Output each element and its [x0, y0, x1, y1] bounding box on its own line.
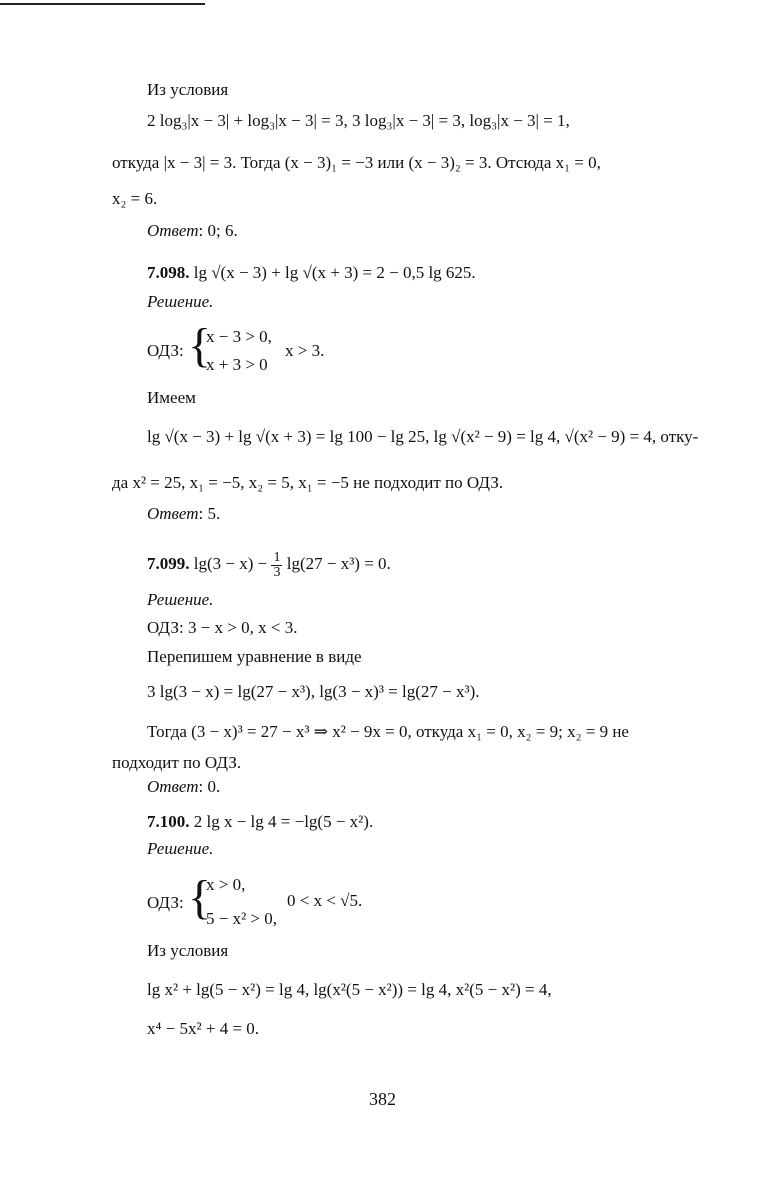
odz-condition: 5 − x² > 0, [206, 909, 278, 928]
page-number: 382 [369, 1089, 396, 1109]
answer-label: Ответ [147, 221, 199, 240]
odz-label: ОДЗ: [147, 893, 184, 912]
fraction-numerator: 1 [273, 549, 281, 565]
problem-number: 7.099. [147, 554, 190, 573]
system-brace: { [188, 319, 212, 372]
problem-number: 7.098. [147, 263, 190, 282]
top-rule [0, 3, 205, 5]
problem-7-098 [147, 262, 476, 284]
text-line: да x² = 25, x₁ = −5, x₂ = 5, x₁ = −5 не подходит по ОДЗ. [112, 473, 504, 492]
text-line: x₂ = 6. [112, 189, 158, 208]
solution-label: Решение. [147, 590, 214, 609]
problem-equation: lg √(x − 3) + lg √(x + 3) = 2 − 0,5 lg 625. [193, 263, 476, 282]
equation-line: 3 lg(3 − x) = lg(27 − x³), lg(3 − x)³ = lg(27 − x³). [147, 682, 480, 701]
problem-7-100 [147, 811, 373, 833]
odz-result: x > 3. [285, 341, 325, 360]
answer-value: : 0; 6. [198, 221, 238, 240]
equation-line: lg x² + lg(5 − x²) = lg 4, lg(x²(5 − x²)) = lg 4, x²(5 − x²) = 4, [147, 980, 552, 999]
text-line: Тогда (3 − x)³ = 27 − x³ ⇒ x² − 9x = 0, откуда x₁ = 0, x₂ = 9; x₂ = 9 не [147, 722, 629, 741]
problem-equation: 2 lg x − lg 4 = −lg(5 − x²). [193, 812, 374, 831]
text-line: Из условия [147, 80, 229, 99]
answer-label: Ответ [147, 777, 199, 796]
answer-line [147, 220, 238, 242]
equation-line: lg √(x − 3) + lg √(x + 3) = lg 100 − lg 25, lg √(x² − 9) = lg 4, √(x² − 9) = 4, отку- [147, 427, 699, 446]
odz-condition: x − 3 > 0, [206, 327, 272, 346]
problem-equation-part: lg(27 − x³) = 0. [286, 554, 391, 573]
odz-condition: x + 3 > 0 [206, 355, 268, 374]
answer-line [147, 776, 220, 798]
solution-label: Решение. [147, 292, 214, 311]
answer-value: : 0. [198, 777, 221, 796]
text-line: подходит по ОДЗ. [112, 753, 242, 772]
odz-condition: x > 0, [206, 875, 246, 894]
solution-label: Решение. [147, 839, 214, 858]
problem-equation-part: lg(3 − x) − [193, 554, 268, 573]
equation-line: x⁴ − 5x² + 4 = 0. [147, 1019, 260, 1038]
odz-result: 0 < x < √5. [287, 891, 363, 910]
odz-label: ОДЗ: [147, 341, 184, 360]
text-line: Перепишем уравнение в виде [147, 647, 362, 666]
odz-line: ОДЗ: 3 − x > 0, x < 3. [147, 618, 298, 637]
answer-value: : 5. [198, 504, 221, 523]
answer-label: Ответ [147, 504, 199, 523]
equation-line: 2 log₃|x − 3| + log₃|x − 3| = 3, 3 log₃|x − 3| = 3, log₃|x − 3| = 1, [147, 111, 570, 130]
system-brace: { [188, 871, 212, 924]
fraction [271, 551, 282, 580]
text-line: откуда |x − 3| = 3. Тогда (x − 3)₁ = −3 или (x − 3)₂ = 3. Отсюда x₁ = 0, [112, 153, 601, 172]
text-line: Из условия [147, 941, 229, 960]
fraction-denominator: 3 [273, 564, 281, 580]
text-line: Имеем [147, 388, 196, 407]
problem-number: 7.100. [147, 812, 190, 831]
problem-7-099 [147, 544, 391, 584]
answer-line [147, 503, 220, 525]
